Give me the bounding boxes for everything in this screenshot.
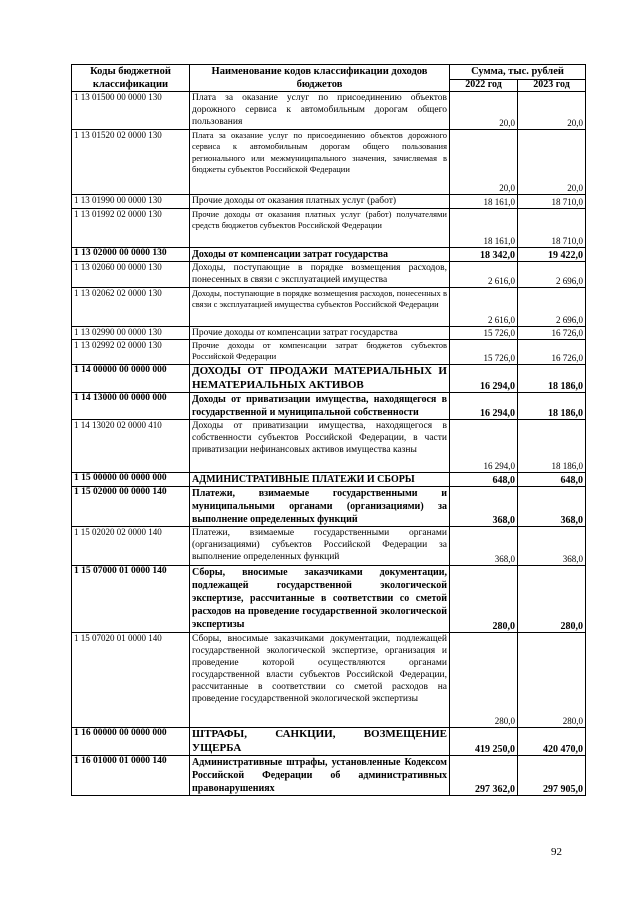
row-value-2023: 19 422,0 <box>518 248 586 262</box>
table-row <box>72 756 586 796</box>
table-row <box>72 288 586 327</box>
page-number: 92 <box>551 846 562 858</box>
row-value-2022: 16 294,0 <box>450 420 518 473</box>
row-code: 1 13 02062 02 0000 130 <box>72 288 190 327</box>
row-value-2023: 280,0 <box>518 566 586 633</box>
row-value-2023: 297 905,0 <box>518 756 586 796</box>
row-value-2022: 16 294,0 <box>450 365 518 393</box>
row-name: Прочие доходы от компенсации затрат бюджетов субъектов Российской Федерации <box>190 340 450 365</box>
row-code: 1 13 01500 00 0000 130 <box>72 92 190 130</box>
row-value-2022: 20,0 <box>450 92 518 130</box>
row-value-2022: 419 250,0 <box>450 728 518 756</box>
row-value-2023: 648,0 <box>518 473 586 487</box>
row-value-2023: 16 726,0 <box>518 327 586 340</box>
table-row <box>72 566 586 633</box>
row-name: Плата за оказание услуг по присоединению объектов дорожного сервиса к автомобильным дорогам общего пользования регионального или межмуниципального значения, зачисляемая в бюджеты субъектов Российской Федерации <box>190 130 450 195</box>
row-value-2022: 368,0 <box>450 527 518 566</box>
table-row <box>72 365 586 393</box>
row-value-2023: 18 710,0 <box>518 209 586 248</box>
row-name: АДМИНИСТРАТИВНЫЕ ПЛАТЕЖИ И СБОРЫ <box>190 473 450 487</box>
table-row <box>72 195 586 209</box>
row-code: 1 15 02020 02 0000 140 <box>72 527 190 566</box>
row-name: ШТРАФЫ, САНКЦИИ, ВОЗМЕЩЕНИЕ УЩЕРБА <box>190 728 450 756</box>
row-code: 1 15 00000 00 0000 000 <box>72 473 190 487</box>
row-value-2022: 18 161,0 <box>450 209 518 248</box>
table-row <box>72 728 586 756</box>
row-value-2023: 280,0 <box>518 633 586 728</box>
header-sum: Сумма, тыс. рублей <box>450 65 586 80</box>
row-value-2022: 368,0 <box>450 487 518 527</box>
table-row <box>72 92 586 130</box>
row-name: Прочие доходы от оказания платных услуг (работ) получателями средств бюджетов субъектов Российской Федерации <box>190 209 450 248</box>
row-name: Доходы от компенсации затрат государства <box>190 248 450 262</box>
row-code: 1 15 02000 00 0000 140 <box>72 487 190 527</box>
header-name: Наименование кодов классификации доходов бюджетов <box>190 65 450 92</box>
row-value-2023: 18 186,0 <box>518 420 586 473</box>
row-code: 1 14 00000 00 0000 000 <box>72 365 190 393</box>
row-name: Доходы, поступающие в порядке возмещения расходов, понесенных в связи с эксплуатацией имущества <box>190 262 450 288</box>
row-name: Доходы от приватизации имущества, находящегося в собственности субъектов Российской Федерации, в части приватизации нефинансовых активов имущества казны <box>190 420 450 473</box>
row-value-2023: 368,0 <box>518 487 586 527</box>
budget-revenue-table <box>71 64 586 796</box>
row-value-2023: 18 710,0 <box>518 195 586 209</box>
row-code: 1 13 01992 02 0000 130 <box>72 209 190 248</box>
row-value-2022: 15 726,0 <box>450 327 518 340</box>
row-value-2022: 16 294,0 <box>450 393 518 420</box>
table-row <box>72 130 586 195</box>
table-row <box>72 633 586 728</box>
row-code: 1 14 13000 00 0000 000 <box>72 393 190 420</box>
table-row <box>72 393 586 420</box>
row-name: ДОХОДЫ ОТ ПРОДАЖИ МАТЕРИАЛЬНЫХ И НЕМАТЕРИАЛЬНЫХ АКТИВОВ <box>190 365 450 393</box>
header-codes: Коды бюджетной классификации <box>72 65 190 92</box>
row-code: 1 13 02060 00 0000 130 <box>72 262 190 288</box>
row-value-2023: 20,0 <box>518 92 586 130</box>
row-code: 1 15 07000 01 0000 140 <box>72 566 190 633</box>
row-name: Платежи, взимаемые государственными органами (организациями) субъектов Российской Федерации за выполнение определенных функций <box>190 527 450 566</box>
row-name: Доходы от приватизации имущества, находящегося в государственной и муниципальной собственности <box>190 393 450 420</box>
table-row <box>72 248 586 262</box>
table-row <box>72 262 586 288</box>
table-row <box>72 340 586 365</box>
row-name: Сборы, вносимые заказчиками документации, подлежащей государственной экологической экспертизе, рассчитанные в соответствии со сметой расходов на проведение государственной экологической экспертизы <box>190 566 450 633</box>
row-value-2022: 15 726,0 <box>450 340 518 365</box>
row-name: Плата за оказание услуг по присоединению объектов дорожного сервиса к автомобильным дорогам общего пользования <box>190 92 450 130</box>
table-row <box>72 473 586 487</box>
table-row <box>72 420 586 473</box>
row-value-2022: 2 616,0 <box>450 288 518 327</box>
row-value-2022: 280,0 <box>450 633 518 728</box>
row-value-2023: 16 726,0 <box>518 340 586 365</box>
row-code: 1 14 13020 02 0000 410 <box>72 420 190 473</box>
row-value-2022: 2 616,0 <box>450 262 518 288</box>
row-name: Сборы, вносимые заказчиками документации, подлежащей государственной экологической экспертизе, организация и проведение которой осуществляются органами государственной власти субъектов Российской Федерации, рассчитанные в соответствии со сметой расходов на проведение государственной экологической экспертизы <box>190 633 450 728</box>
row-code: 1 15 07020 01 0000 140 <box>72 633 190 728</box>
row-value-2023: 18 186,0 <box>518 393 586 420</box>
row-value-2023: 18 186,0 <box>518 365 586 393</box>
row-value-2022: 18 161,0 <box>450 195 518 209</box>
header-year-2023: 2023 год <box>518 79 586 91</box>
table-row <box>72 527 586 566</box>
row-name: Прочие доходы от компенсации затрат государства <box>190 327 450 340</box>
row-value-2022: 280,0 <box>450 566 518 633</box>
row-value-2022: 20,0 <box>450 130 518 195</box>
row-value-2023: 20,0 <box>518 130 586 195</box>
table-row <box>72 327 586 340</box>
header-year-2022: 2022 год <box>450 79 518 91</box>
row-code: 1 13 01990 00 0000 130 <box>72 195 190 209</box>
row-value-2023: 2 696,0 <box>518 262 586 288</box>
row-name: Платежи, взимаемые государственными и муниципальными органами (организациями) за выполнение определенных функций <box>190 487 450 527</box>
row-value-2022: 297 362,0 <box>450 756 518 796</box>
row-name: Прочие доходы от оказания платных услуг (работ) <box>190 195 450 209</box>
table-row <box>72 487 586 527</box>
table-row <box>72 209 586 248</box>
row-value-2023: 368,0 <box>518 527 586 566</box>
row-value-2023: 420 470,0 <box>518 728 586 756</box>
row-code: 1 13 02000 00 0000 130 <box>72 248 190 262</box>
row-code: 1 16 01000 01 0000 140 <box>72 756 190 796</box>
row-name: Доходы, поступающие в порядке возмещения расходов, понесенных в связи с эксплуатацией имущества субъектов Российской Федерации <box>190 288 450 327</box>
row-value-2022: 18 342,0 <box>450 248 518 262</box>
row-code: 1 13 02990 00 0000 130 <box>72 327 190 340</box>
row-code: 1 13 01520 02 0000 130 <box>72 130 190 195</box>
row-value-2022: 648,0 <box>450 473 518 487</box>
row-code: 1 16 00000 00 0000 000 <box>72 728 190 756</box>
row-code: 1 13 02992 02 0000 130 <box>72 340 190 365</box>
row-value-2023: 2 696,0 <box>518 288 586 327</box>
row-name: Административные штрафы, установленные Кодексом Российской Федерации об административных правонарушениях <box>190 756 450 796</box>
